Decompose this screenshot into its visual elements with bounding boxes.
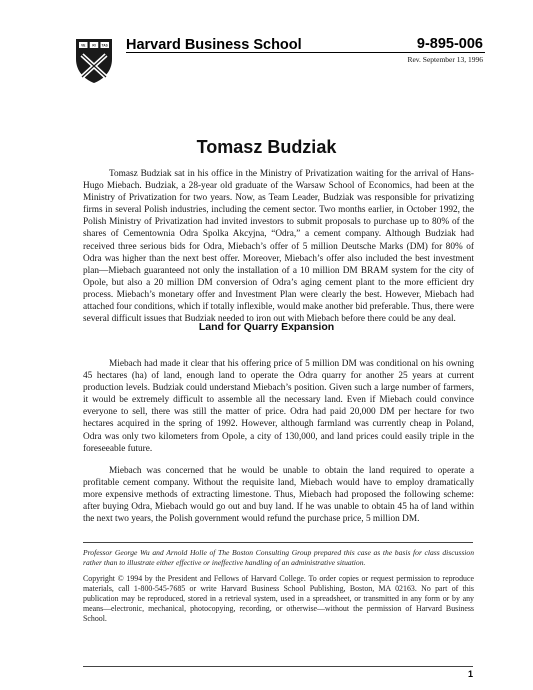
case-number: 9-895-006 — [416, 36, 483, 52]
footnote-divider — [83, 542, 473, 543]
section-heading: Land for Quarry Expansion — [198, 321, 335, 333]
copyright-notice: Copyright © 1994 by the President and Fellows of Harvard College. To order copies or request permission to reproduce materials, call 1-800-545-7685 or write Harvard Business School Publishing, Boston, MA 02163. No part of this publication may be reproduced, stored in a retrieval system, used in a spreadsheet, or transmitted in any form or by any means—electronic, mechanical, photocopying, recording, or otherwise—without the permission of Harvard Business School. — [83, 574, 474, 623]
revision-date: Rev. September 13, 1996 — [407, 55, 483, 64]
intro-paragraph: Tomasz Budziak sat in his office in the Ministry of Privatization waiting for the arrival of Hans-Hugo Miebach. Budziak, a 28-year old graduate of the Warsaw School of Economics, had been at the Ministry of Privatization for two years. Now, as Team Leader, Budziak was responsible for privatizing firms in several Polish industries, including the cement sector. Two months earlier, in October 1992, the Polish Ministry of Privatization had invited investors to submit proposals to purchase up to 80% of the shares of Cementownia Odra Spolka Akcyjna, “Odra,” a cement company. Although Budziak had received three serious bids for Odra, Miebach’s offer of 5 million Deutsche Marks (DM) for 80% of Odra was higher than the next best offer. Moreover, Miebach’s offer also included the best investment plan—Miebach guaranteed not only the installation of a 10 million DM BRAM system for the city of Opole, but also a 20 million DM conversion of Odra’s aging cement plant to the more efficient dry process. Miebach’s monetary offer and Investment Plan were clearly the best. However, Miebach had attached four conditions, which if totally inflexible, would make another bid preferable. Thus, there were several difficult issues that Budziak needed to iron out with Miebach before there could be any deal. — [83, 169, 474, 325]
bottom-rule — [83, 666, 473, 667]
body-paragraph-1: Miebach had made it clear that his offering price of 5 million DM was conditional on his owning 45 hectares (ha) of land, enough land to operate the Odra quarry for another 25 years at current production levels. Budziak could understand Miebach’s position. Given such a large number of farmers, it would be extremely difficult to assemble all the necessary land. Even if Miebach could convince everyone to sell, there was still the matter of price. Odra had paid 20,000 DM per hectare for two hectares acquired in the spring of 1992. However, although farmland was currently cheap in Poland, Odra was only two kilometers from Opole, a city of 130,000, and land prices could easily triple in the foreseeable future. — [83, 359, 474, 454]
shield-letters-2: RI — [92, 43, 96, 48]
school-name: Harvard Business School — [126, 37, 302, 53]
shield-letters-1: VE — [81, 43, 86, 48]
author-note: Professor George Wu and Arnold Holle of The Boston Consulting Group prepared this case as the basis for class discussion rather than to illustrate either effective or ineffective handling of an administrative situation. — [83, 548, 474, 567]
case-title: Tomasz Budziak — [196, 137, 337, 157]
body-paragraph-2: Miebach was concerned that he would be unable to obtain the land required to operate a profitable cement company. Without the requisite land, Miebach would have to employ dramatically more expensive methods of extracting limestone. Thus, Miebach had proposed the following scheme: after buying Odra, Miebach would go out and buy land. If he was unable to obtain 45 ha of land within the next two years, the Polish government would refund the purchase price, 5 million DM. — [83, 466, 474, 525]
header-rule — [126, 52, 485, 53]
shield-letters-3: TAS — [101, 43, 108, 48]
harvard-shield-logo — [74, 37, 114, 85]
page-number: 1 — [467, 669, 473, 679]
